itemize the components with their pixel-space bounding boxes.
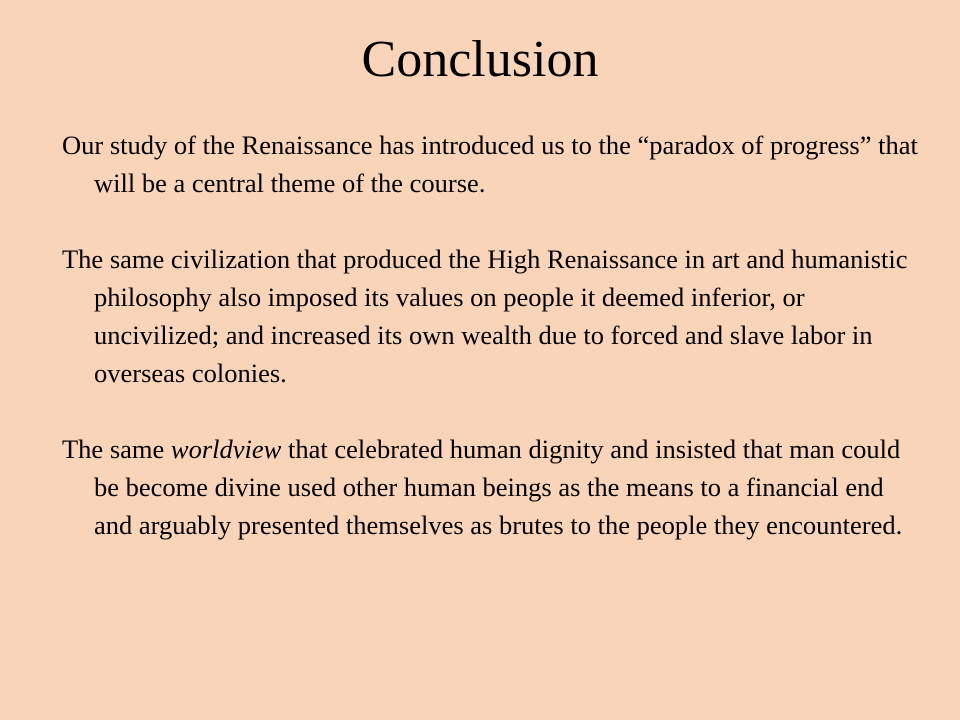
paragraph-paradox-of-progress: Our study of the Renaissance has introduced us to the “paradox of progress” that will be a central theme of the course. bbox=[62, 130, 918, 198]
worldview-emphasis: worldview bbox=[170, 434, 282, 464]
paragraph-worldview-prefix: The same bbox=[62, 434, 171, 464]
paragraph-worldview bbox=[62, 430, 922, 544]
slide-body bbox=[62, 126, 922, 582]
paragraph-worldview-suffix: that celebrated human dignity and insisted that man could be become divine used other human beings as the means to a financial end and arguably presented themselves as brutes to the people they encountered. bbox=[94, 434, 903, 540]
paragraph-civilization: The same civilization that produced the High Renaissance in art and humanistic philosophy also imposed its values on people it deemed inferior, or uncivilized; and increased its own wealth due to forced and slave labor in overseas colonies. bbox=[62, 244, 908, 388]
slide-title: Conclusion bbox=[361, 31, 599, 88]
